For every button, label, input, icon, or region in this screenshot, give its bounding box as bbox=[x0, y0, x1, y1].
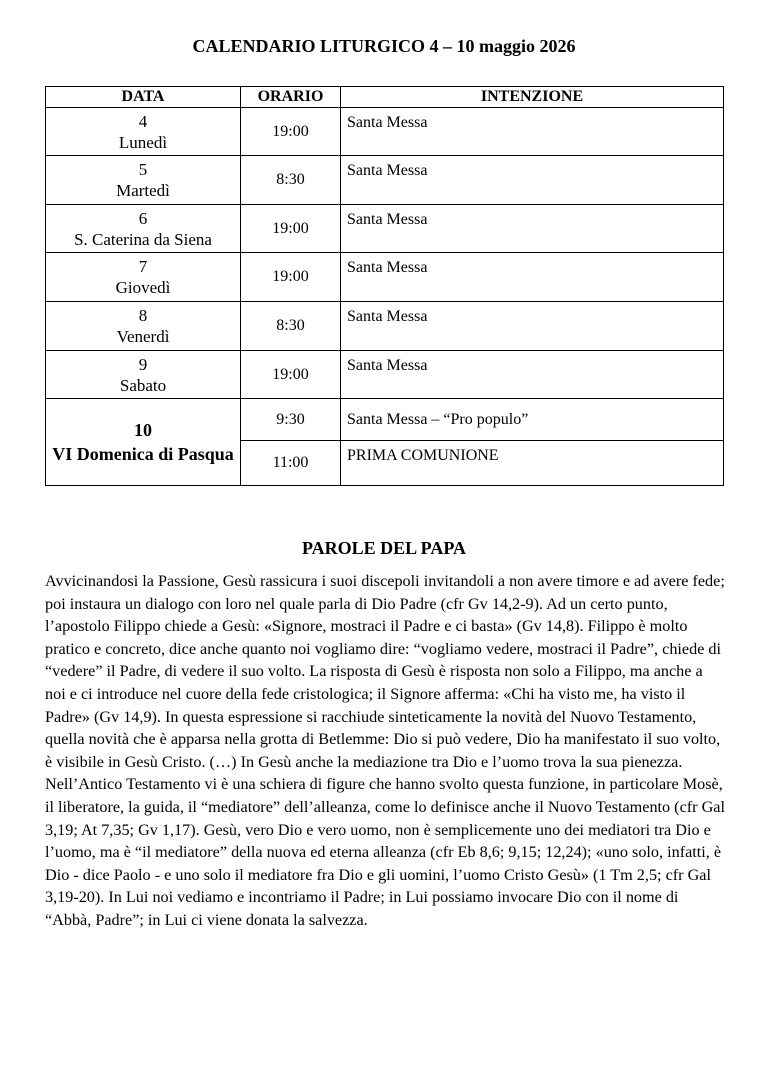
column-header-data: DATA bbox=[46, 87, 241, 108]
date-cell bbox=[46, 205, 241, 253]
page-title: CALENDARIO LITURGICO 4 – 10 maggio 2026 bbox=[192, 36, 576, 56]
intention-cell: Santa Messa bbox=[341, 156, 724, 205]
table-header-row bbox=[46, 87, 724, 108]
table-row bbox=[46, 108, 724, 156]
intention-cell: PRIMA COMUNIONE bbox=[341, 441, 724, 486]
section-title: PAROLE DEL PAPA bbox=[301, 538, 466, 558]
day-name: Venerdì bbox=[116, 327, 170, 346]
date-cell bbox=[46, 351, 241, 399]
day-name: Lunedì bbox=[118, 132, 168, 152]
date-cell bbox=[46, 156, 241, 205]
table-row bbox=[46, 253, 724, 302]
time-cell: 8:30 bbox=[241, 302, 341, 351]
paragraph: Avvicinandosi la Passione, Gesù rassicura i suoi discepoli invitandoli a non avere timore e ad avere fede; poi instaura un dialogo con loro nel quale parla di Dio Padre (cfr Gv 14,2-9). Ad un certo punto, l’apostolo Filippo chiede a Gesù: «Signore, mostraci il Padre e ci basta» (Gv 14,8). Filippo è molto pratico e concreto, dice anche quanto noi vogliamo dire: “vogliamo vedere, mostraci il Padre”, chiede di “vedere” il Padre, di vedere il suo volto. La risposta di Gesù è risposta non solo a Filippo, ma anche a noi e ci introduce nel cuore della fede cristologica; il Signore afferma: «Chi ha visto me, ha visto il Padre» (Gv 14,9). In questa espressione si racchiude sinteticamente la novità del Nuovo Testamento, quella novità che è apparsa nella grotta di Betlemme: Dio si può vedere, Dio ha manifestato il suo volto, è visibile in Gesù Cristo. (…) In Gesù anche la mediazione tra Dio e l’uomo trova la sua pienezza. Nell’Antico Testamento vi è una schiera di figure che hanno svolto questa funzione, in particolare Mosè, il liberatore, la guida, il “mediatore” dell’alleanza, come lo definisce anche il Nuovo Testamento (cfr Gal 3,19; At 7,35; Gv 1,17). Gesù, vero Dio e vero uomo, non è semplicemente uno dei mediatori tra Dio e l’uomo, ma è “il mediatore” della nuova ed eterna alleanza (cfr Eb 8,6; 9,15; 12,24); «uno solo, infatti, è Dio - dice Paolo - e uno solo il mediatore fra Dio e gli uomini, l’uomo Cristo Gesù» (1 Tm 2,5; cfr Gal 3,19-20). In Lui noi vediamo e incontriamo il Padre; in Lui possiamo invocare Dio con il nome di “Abbà, Padre”; in Lui ci viene donata la salvezza. bbox=[45, 572, 725, 929]
day-name: Martedì bbox=[116, 181, 170, 200]
time-cell: 9:30 bbox=[241, 399, 341, 441]
day-number: 10 bbox=[134, 420, 152, 440]
column-header-intenzione: INTENZIONE bbox=[341, 87, 724, 108]
intention-cell: Santa Messa bbox=[341, 253, 724, 302]
day-name: VI Domenica di Pasqua bbox=[52, 444, 234, 464]
liturgical-calendar-table bbox=[45, 86, 724, 486]
intention-cell: Santa Messa bbox=[341, 351, 724, 399]
time-cell: 19:00 bbox=[241, 351, 341, 399]
intention-cell: Santa Messa bbox=[341, 205, 724, 253]
table-row bbox=[46, 351, 724, 399]
time-cell: 11:00 bbox=[241, 441, 341, 486]
day-number: 4 bbox=[138, 111, 148, 131]
intention-cell: Santa Messa bbox=[341, 108, 724, 156]
intention-cell: Santa Messa bbox=[341, 302, 724, 351]
table-row bbox=[46, 205, 724, 253]
sunday-date-cell bbox=[46, 399, 241, 486]
day-number: 8 bbox=[138, 306, 148, 325]
day-number: 6 bbox=[138, 208, 148, 228]
intention-cell: Santa Messa – “Pro populo” bbox=[341, 399, 724, 441]
table-row bbox=[46, 399, 724, 441]
date-cell bbox=[46, 253, 241, 302]
day-number: 7 bbox=[138, 257, 148, 276]
time-cell: 19:00 bbox=[241, 205, 341, 253]
pope-words-text bbox=[45, 570, 725, 932]
table-row bbox=[46, 156, 724, 205]
column-header-orario: ORARIO bbox=[241, 87, 341, 108]
day-name: Giovedì bbox=[115, 278, 171, 297]
time-cell: 19:00 bbox=[241, 108, 341, 156]
date-cell bbox=[46, 302, 241, 351]
time-cell: 8:30 bbox=[241, 156, 341, 205]
date-cell bbox=[46, 108, 241, 156]
day-name: Sabato bbox=[119, 375, 167, 395]
day-number: 9 bbox=[138, 354, 148, 374]
table-row bbox=[46, 302, 724, 351]
day-name: S. Caterina da Siena bbox=[74, 229, 212, 249]
time-cell: 19:00 bbox=[241, 253, 341, 302]
day-number: 5 bbox=[138, 160, 148, 179]
